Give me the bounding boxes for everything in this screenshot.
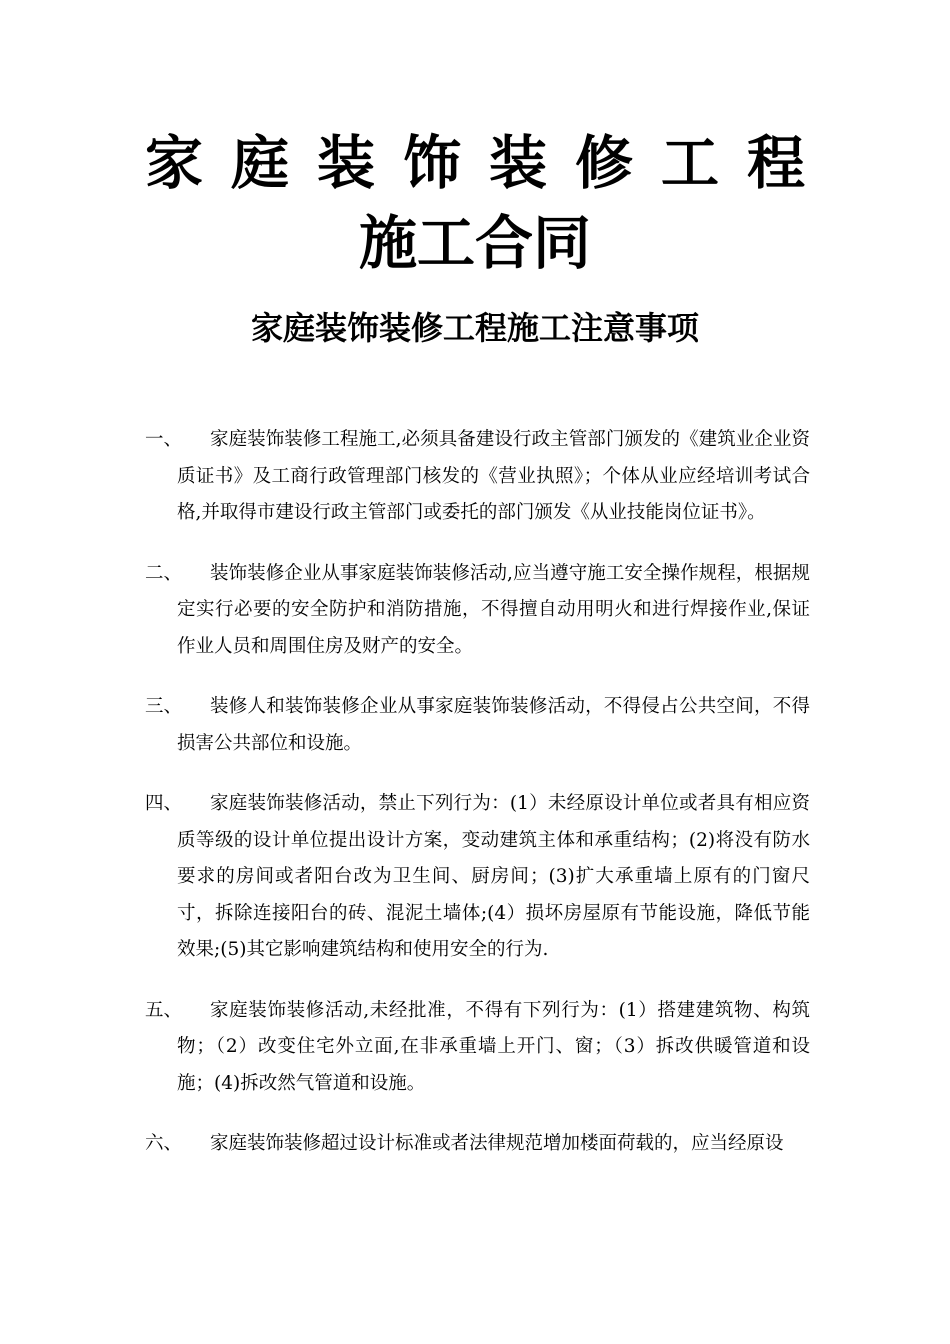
notice-item-text: 装修人和装饰装修企业从事家庭装饰装修活动，不得侵占公共空间，不得损害公共部位和设施。 [177, 696, 810, 754]
notice-item-text: 家庭装饰装修活动,未经批准，不得有下列行为：(1）搭建建筑物、构筑物；（2）改变住宅外立面,在非承重墙上开门、窗；（3）拆改供暖管道和设施；(4)拆改然气管道和设施。 [177, 999, 810, 1094]
notice-item-marker: 五、 [145, 999, 183, 1021]
notice-item-text: 家庭装饰装修超过设计标准或者法律规范增加楼面荷载的，应当经原设 [210, 1133, 784, 1154]
notice-item-marker: 三、 [145, 696, 183, 717]
notice-item-marker: 四、 [145, 793, 183, 814]
notice-item-5 [145, 993, 810, 1103]
notice-item-2 [145, 556, 810, 666]
notice-item-marker: 一、 [145, 429, 183, 450]
document-subtitle: 家庭装饰装修工程施工注意事项 [250, 309, 699, 347]
notice-item-6 [145, 1126, 810, 1163]
notice-item-text: 家庭装饰装修活动，禁止下列行为：(1）未经原设计单位或者具有相应资质等级的设计单位提出设计方案，变动建筑主体和承重结构；(2)将没有防水要求的房间或者阳台改为卫生间、厨房间；(3)扩大承重墙上原有的门窗尺寸，拆除连接阳台的砖、混泥土墙体;(4）损坏房屋原有节能设施，降低节能效果;(5)其它影响建筑结构和使用安全的行为. [177, 793, 810, 960]
notice-list [145, 422, 810, 1187]
notice-item-text: 家庭装饰装修工程施工,必须具备建设行政主管部门颁发的《建筑业企业资质证书》及工商行政管理部门核发的《营业执照》；个体从业应经培训考试合格,并取得市建设行政主管部门或委托的部门颁发《从业技能岗位证书》。 [177, 429, 810, 523]
notice-item-marker: 六、 [145, 1133, 183, 1154]
document-title-line1: 家庭装饰装修工程 [144, 129, 833, 197]
notice-item-marker: 二、 [145, 562, 183, 584]
notice-item-1 [145, 422, 810, 532]
notice-item-4 [145, 786, 810, 969]
notice-item-3 [145, 689, 810, 762]
document-title-line2: 施工合同 [358, 209, 591, 277]
notice-item-text: 装饰装修企业从事家庭装饰装修活动,应当遵守施工安全操作规程，根据规定实行必要的安全防护和消防措施，不得擅自动用明火和进行焊接作业,保证作业人员和周围住房及财产的安全。 [177, 562, 810, 657]
